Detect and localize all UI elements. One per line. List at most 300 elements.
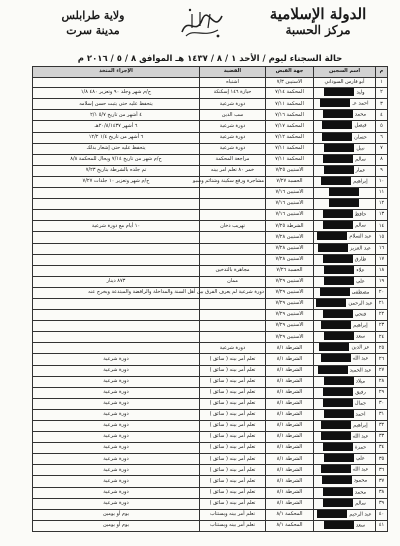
- document-title: حالة السجناء ليوم / الأحد ١ / ٨ / ١٤٣٧ هـ الموافق ٨ / ٥ / ٢٠١٦ م: [77, 54, 343, 64]
- arrest-source: الاستيبن ٧/٢٩: [266, 321, 314, 332]
- action-taken: [33, 321, 200, 332]
- case-description: مراجعة المحكمة: [200, 154, 266, 165]
- redaction-bar: [324, 144, 354, 152]
- arrest-source: الاستيبن ٧/١٦: [266, 199, 314, 210]
- action-taken: [33, 77, 200, 88]
- table-row: [33, 398, 388, 409]
- case-description: تعلم أمر بينه ( سائق ): [200, 409, 266, 420]
- table-row: [33, 287, 388, 298]
- action-taken: دورة شرعية: [33, 387, 200, 398]
- action-taken: دورة شرعية: [33, 476, 200, 487]
- arrest-source: الشرطة ٨/١: [266, 498, 314, 509]
- redaction-bar: [324, 266, 354, 274]
- prisoner-name: عبد الرحمن: [314, 298, 376, 309]
- arrest-source: الحسبة ٧/٢٧: [266, 176, 314, 187]
- prisoner-name: سعد: [314, 332, 376, 343]
- case-description: [200, 310, 266, 321]
- arrest-source: المحكمة ٧/١٢: [266, 132, 314, 143]
- case-description: [200, 188, 266, 199]
- prisoner-name: محمود: [314, 476, 376, 487]
- table-row: [33, 298, 388, 309]
- row-number: ٢١: [376, 298, 388, 309]
- redaction-bar: [323, 210, 353, 218]
- table-row: [33, 343, 388, 354]
- col-header-case: القضية: [200, 67, 266, 78]
- prisoner-name: سعد: [314, 520, 376, 531]
- case-description: [200, 243, 266, 254]
- row-number: ٣٦: [376, 465, 388, 476]
- action-taken: دورة شرعية: [33, 365, 200, 376]
- redaction-bar: [316, 299, 346, 307]
- arrest-source: الاستيبن ٧/٣: [266, 77, 314, 88]
- redaction-bar: [324, 166, 354, 174]
- row-number: ١: [376, 77, 388, 88]
- action-taken: دورة شرعية: [33, 421, 200, 432]
- action-taken: دورة شرعية: [33, 376, 200, 387]
- table-row: [33, 99, 388, 110]
- case-description: دورة شرعية: [200, 121, 266, 132]
- arrest-source: الشرطة ٨/١: [266, 443, 314, 454]
- case-description: حيازة ١٤٦ إسكنكة: [200, 88, 266, 99]
- arrest-source: الشرطة ٨/١: [266, 365, 314, 376]
- table-header-row: [33, 67, 388, 78]
- row-number: ٢٣: [376, 321, 388, 332]
- table-row: [33, 232, 388, 243]
- row-number: ٢٠: [376, 287, 388, 298]
- row-number: ٦: [376, 132, 388, 143]
- header-right: [258, 6, 378, 38]
- prisoner-name: محمد: [314, 487, 376, 498]
- table-row: [33, 354, 388, 365]
- table-row: [33, 376, 388, 387]
- table-row: [33, 176, 388, 187]
- arrest-source: الاستيبن ٧/٢٩: [266, 332, 314, 343]
- redaction-bar: [329, 199, 359, 207]
- row-number: ٩: [376, 165, 388, 176]
- table-row: [33, 332, 388, 343]
- action-taken: ح/م شهر من تاريخ ٧/١٤ ويحال للمحكمة ٨/٨: [33, 154, 200, 165]
- prisoner-name: [314, 199, 376, 210]
- city-name: مدينة سرت: [66, 24, 120, 37]
- prisoner-name: إبراهيم: [314, 421, 376, 432]
- action-taken: [33, 210, 200, 221]
- arrest-source: الاستيبن ٧/٢٩: [266, 287, 314, 298]
- center-name: مركز الحسبة: [285, 23, 351, 37]
- row-number: ٣٤: [376, 443, 388, 454]
- case-description: دورة شرعية: [200, 99, 266, 110]
- table-row: [33, 254, 388, 265]
- action-taken: ٦ أشهر ٢٠/٨/١٤٣٧هـ: [33, 121, 200, 132]
- row-number: ٧: [376, 143, 388, 154]
- prisoner-name: فتحي: [314, 310, 376, 321]
- table-row: [33, 365, 388, 376]
- case-description: تعلم أمر بينه ( سائق ): [200, 421, 266, 432]
- redaction-bar: [318, 366, 348, 374]
- case-description: تعلم أمر بينه ( سائق ): [200, 354, 266, 365]
- redaction-bar: [324, 410, 354, 418]
- prisoner-name: محمد: [314, 110, 376, 121]
- row-number: ٣٢: [376, 421, 388, 432]
- table-row: [33, 509, 388, 520]
- case-description: [200, 210, 266, 221]
- action-taken: ٨٧٣ دينار: [33, 276, 200, 287]
- prisoner-name: عبد الحميد: [314, 365, 376, 376]
- action-taken: يتحفظ عليه حتى يثبت حسن إسلامه: [33, 99, 200, 110]
- prisoner-name: حمزة: [314, 443, 376, 454]
- prisoner-name: عمار: [314, 165, 376, 176]
- prisoner-name: حافظ: [314, 210, 376, 221]
- prisoner-name: أبو فارس السوداني: [314, 77, 376, 88]
- case-description: تعلم أمر بينه ( سائق ): [200, 376, 266, 387]
- redaction-bar: [324, 377, 354, 385]
- table-row: [33, 165, 388, 176]
- arrest-source: الشرطة ٨/١: [266, 487, 314, 498]
- row-number: ٤: [376, 110, 388, 121]
- arrest-source: الشرطة ٧/٢٥: [266, 221, 314, 232]
- arrest-source: المحكمة ٨/١: [266, 509, 314, 520]
- col-header-action: الإجراء المتخذ: [33, 67, 200, 78]
- arrest-source: الشرطة ٨/١: [266, 432, 314, 443]
- arrest-source: الشرطة ٨/١: [266, 476, 314, 487]
- action-taken: دورة شرعية: [33, 432, 200, 443]
- redaction-bar: [317, 232, 347, 240]
- case-description: دورة شرعية: [200, 143, 266, 154]
- prisoner-name: احمد عـ: [314, 99, 376, 110]
- case-description: سب الدين: [200, 110, 266, 121]
- table-row: [33, 143, 388, 154]
- arrest-source: الشرطة ٨/١: [266, 409, 314, 420]
- arrest-source: الشرطة ٨/١: [266, 343, 314, 354]
- table-row: [33, 154, 388, 165]
- row-number: ١٥: [376, 232, 388, 243]
- case-description: مجاهرة بالتدخين: [200, 265, 266, 276]
- case-description: تعلم أمر بينه ( سائق ): [200, 398, 266, 409]
- arrest-source: الشرطة ٨/١: [266, 376, 314, 387]
- arrest-source: الاستيبن ٧/٢٩: [266, 310, 314, 321]
- action-taken: يوم أو يومين: [33, 520, 200, 531]
- action-taken: تم جلده بالشرطة بتاريخ ٧/٢٣: [33, 165, 200, 176]
- prisoner-name: جمال: [314, 398, 376, 409]
- case-description: تعلم أمر بينه ويستتاب: [200, 520, 266, 531]
- table-row: [33, 321, 388, 332]
- table-row: [33, 498, 388, 509]
- arrest-source: المحكمة ٧/١٦: [266, 110, 314, 121]
- case-description: دورة شرعية: [200, 132, 266, 143]
- row-number: ٢٧: [376, 365, 388, 376]
- arrest-source: الشرطة ٨/١: [266, 387, 314, 398]
- table-row: [33, 310, 388, 321]
- action-taken: دورة شرعية: [33, 454, 200, 465]
- row-number: ١١: [376, 188, 388, 199]
- table-row: [33, 132, 388, 143]
- case-description: [200, 298, 266, 309]
- prisoner-name: علي: [314, 276, 376, 287]
- row-number: ٤٠: [376, 509, 388, 520]
- prisoner-name: رفيق: [314, 387, 376, 398]
- prisoner-name: مصطفى: [314, 287, 376, 298]
- arrest-source: الاستيبن ٧/١٦: [266, 188, 314, 199]
- prisoner-name: علاء: [314, 265, 376, 276]
- case-description: اشتباه: [200, 77, 266, 88]
- table-row: [33, 121, 388, 132]
- action-taken: [33, 265, 200, 276]
- prisoner-name: نبيل: [314, 143, 376, 154]
- prisoner-name: إبراهيم: [314, 321, 376, 332]
- action-taken: [33, 298, 200, 309]
- arrest-source: الاستيبن ٧/١٦: [266, 210, 314, 221]
- table-row: [33, 443, 388, 454]
- row-number: ٢: [376, 88, 388, 99]
- redaction-bar: [320, 288, 350, 296]
- col-header-name: اسم السجين: [314, 67, 376, 78]
- redaction-bar: [322, 133, 352, 141]
- redaction-bar: [320, 99, 350, 107]
- prisoner-name: عبد الرحيم: [314, 509, 376, 520]
- prisoner-name: عبد الله: [314, 432, 376, 443]
- case-description: ممان: [200, 276, 266, 287]
- action-taken: ٦ أشهر من تاريخ ١/٤ ١٢/٢: [33, 132, 200, 143]
- arrest-source: الاستيبن ٧/٢٨: [266, 243, 314, 254]
- case-description: تهريب دخان: [200, 221, 266, 232]
- redaction-bar: [329, 188, 359, 196]
- prisoner-name: طارق: [314, 254, 376, 265]
- redaction-bar: [322, 476, 352, 484]
- row-number: ١٢: [376, 199, 388, 210]
- table-row: [33, 188, 388, 199]
- redaction-bar: [321, 321, 351, 329]
- redaction-bar: [321, 354, 351, 362]
- redaction-bar: [323, 221, 353, 229]
- redaction-bar: [317, 510, 347, 518]
- action-taken: [33, 232, 200, 243]
- col-header-source: جهة القبض: [266, 67, 314, 78]
- arrest-source: المحكمة ٧/١٧: [266, 121, 314, 132]
- table-row: [33, 487, 388, 498]
- redaction-bar: [323, 310, 353, 318]
- row-number: ٢٢: [376, 310, 388, 321]
- prisoner-name: احمد: [314, 409, 376, 420]
- row-number: ٢٦: [376, 354, 388, 365]
- case-description: تعلم أمر بينه ( سائق ): [200, 476, 266, 487]
- case-description: تعلم أمر بينه ( سائق ): [200, 432, 266, 443]
- action-taken: ح/م شهر وتعزير ١٠ جلدات ٧/٢٧: [33, 176, 200, 187]
- case-description: خمر ٨٠ تعلم امر بينه: [200, 165, 266, 176]
- arrest-source: الاستيبن ٧/٢٨: [266, 254, 314, 265]
- case-description: تعلم أمر بينه ويستتاب: [200, 509, 266, 520]
- prisoner-name: سالم: [314, 221, 376, 232]
- row-number: ٢٩: [376, 387, 388, 398]
- redaction-bar: [321, 432, 351, 440]
- action-taken: دورة شرعية: [33, 354, 200, 365]
- arrest-source: المحكمة ٨/١: [266, 520, 314, 531]
- table-row: [33, 465, 388, 476]
- table-row: [33, 88, 388, 99]
- row-number: ٣٣: [376, 432, 388, 443]
- table-row: [33, 476, 388, 487]
- action-taken: دورة شرعية: [33, 398, 200, 409]
- prisoner-name: سالم: [314, 498, 376, 509]
- arrest-source: المحكمة ٧/١١: [266, 143, 314, 154]
- prisoner-name: عبد الله: [314, 465, 376, 476]
- row-number: ١٨: [376, 265, 388, 276]
- redaction-bar: [324, 88, 354, 96]
- redaction-bar: [323, 488, 353, 496]
- case-description: تعلم أمر بينه ( سائق ): [200, 443, 266, 454]
- arrest-source: الشرطة ٨/١: [266, 398, 314, 409]
- action-taken: يوم أو يومين: [33, 509, 200, 520]
- prisoner-name: عز الدين: [314, 343, 376, 354]
- row-number: ٨: [376, 154, 388, 165]
- row-number: ١٧: [376, 254, 388, 265]
- row-number: ١٩: [376, 276, 388, 287]
- case-description: دورة شرعية لم يعرف الفرق بين أهل السنة والمداخلة والرافضة والمبتدعة ويخرج عنه: [200, 287, 266, 298]
- action-taken: ١٠ أيام مع دورة شرعية: [33, 221, 200, 232]
- row-number: ٢٨: [376, 376, 388, 387]
- redaction-bar: [323, 155, 353, 163]
- table-row: [33, 199, 388, 210]
- case-description: دورة شرعية: [200, 343, 266, 354]
- prisoner-name: إبراهيم: [314, 176, 376, 187]
- case-description: [200, 321, 266, 332]
- arrest-source: المحكمة ٧/١٤: [266, 88, 314, 99]
- table-row: [33, 520, 388, 531]
- table-row: [33, 454, 388, 465]
- prisoner-name: سالم: [314, 154, 376, 165]
- col-header-num: م: [376, 67, 388, 78]
- case-description: تعلم أمر بينه ( سائق ): [200, 498, 266, 509]
- redaction-bar: [321, 465, 351, 473]
- arrest-source: الشرطة ٨/١: [266, 454, 314, 465]
- row-number: ٢٤: [376, 332, 388, 343]
- table-row: [33, 387, 388, 398]
- action-taken: [33, 310, 200, 321]
- prisoner-name: [314, 188, 376, 199]
- row-number: ١٣: [376, 210, 388, 221]
- case-description: [200, 254, 266, 265]
- prisoner-name: فيصل: [314, 121, 376, 132]
- action-taken: [33, 343, 200, 354]
- row-number: ٣١: [376, 409, 388, 420]
- action-taken: [33, 243, 200, 254]
- prisoner-name: عبد الله: [314, 354, 376, 365]
- row-number: ٣٩: [376, 498, 388, 509]
- arrest-source: الاستيبن ٧/٢٩: [266, 276, 314, 287]
- row-number: ٤١: [376, 520, 388, 531]
- arrest-source: الشرطة ٨/١: [266, 354, 314, 365]
- arrest-source: الشرطة ٨/١: [266, 421, 314, 432]
- action-taken: ح/م شهر وجلد ٩٠ وتعزير ٤٨٠ ١/٨: [33, 88, 200, 99]
- table-row: [33, 221, 388, 232]
- action-taken: ٤ أشهر من تاريخ ٥/٧ ٢/١: [33, 110, 200, 121]
- row-number: ٣٨: [376, 487, 388, 498]
- redaction-bar: [323, 255, 353, 263]
- row-number: ٥: [376, 121, 388, 132]
- table-row: [33, 243, 388, 254]
- redaction-bar: [323, 399, 353, 407]
- row-number: ٣٥: [376, 454, 388, 465]
- table-row: [33, 421, 388, 432]
- table-row: [33, 210, 388, 221]
- row-number: ١٤: [376, 221, 388, 232]
- action-taken: [33, 199, 200, 210]
- row-number: ٣٠: [376, 398, 388, 409]
- row-number: ٣٧: [376, 476, 388, 487]
- action-taken: [33, 188, 200, 199]
- case-description: تعلم أمر بينه ( سائق ): [200, 365, 266, 376]
- arrest-source: الاستيبن ٧/٢٨: [266, 232, 314, 243]
- table-row: [33, 265, 388, 276]
- arrest-source: المحكمة ٧/١١: [266, 99, 314, 110]
- prisoner-name: عبد العزيز: [314, 243, 376, 254]
- redaction-bar: [322, 121, 352, 129]
- case-description: مشاجرة ورفع سكينة وشتائم وسبو: [200, 176, 266, 187]
- prisoner-name: ميلاد: [314, 376, 376, 387]
- header-left: [48, 8, 138, 38]
- row-number: ٣: [376, 99, 388, 110]
- arrest-source: الاستيبن ٧/٢٩: [266, 298, 314, 309]
- state-name: الدولة الإسلامية: [269, 5, 367, 23]
- case-description: تعلم أمر بينه ( سائق ): [200, 487, 266, 498]
- redaction-bar: [323, 443, 353, 451]
- row-number: ١٦: [376, 243, 388, 254]
- redaction-bar: [324, 521, 354, 529]
- arrest-source: المحكمة ٧/١١: [266, 154, 314, 165]
- case-description: تعلم أمر بينه ( سائق ): [200, 387, 266, 398]
- action-taken: يتحفظ عليه حتى إشعار بذلك: [33, 143, 200, 154]
- action-taken: [33, 254, 200, 265]
- redaction-bar: [318, 244, 348, 252]
- prisoner-name: حسان: [314, 132, 376, 143]
- table-row: [33, 276, 388, 287]
- redaction-bar: [323, 388, 353, 396]
- table-row: [33, 77, 388, 88]
- redaction-bar: [321, 177, 351, 185]
- row-number: ١٠: [376, 176, 388, 187]
- table-row: [33, 409, 388, 420]
- redaction-bar: [323, 110, 353, 118]
- redaction-bar: [324, 332, 354, 340]
- action-taken: [33, 332, 200, 343]
- case-description: تعلم أمر بينه ( سائق ): [200, 465, 266, 476]
- table-row: [33, 432, 388, 443]
- case-description: [200, 332, 266, 343]
- case-description: [200, 232, 266, 243]
- action-taken: دورة شرعية: [33, 443, 200, 454]
- redaction-bar: [321, 421, 351, 429]
- redaction-bar: [319, 343, 349, 351]
- action-taken: دورة شرعية: [33, 487, 200, 498]
- action-taken: دورة شرعية: [33, 409, 200, 420]
- case-description: [200, 199, 266, 210]
- prisoner-name: علي: [314, 454, 376, 465]
- prisoners-table: [32, 66, 388, 532]
- redaction-bar: [323, 499, 353, 507]
- action-taken: دورة شرعية: [33, 465, 200, 476]
- redaction-bar: [324, 277, 354, 285]
- province-name: ولاية طرابلس: [61, 9, 125, 22]
- table-body: [33, 77, 388, 531]
- redaction-bar: [324, 454, 354, 462]
- seal-calligraphy-icon: [178, 6, 230, 42]
- prisoner-name: وليد: [314, 88, 376, 99]
- table-row: [33, 110, 388, 121]
- arrest-source: الشرطة ٨/١: [266, 465, 314, 476]
- arrest-source: الحسبة ٧/٢٦: [266, 265, 314, 276]
- row-number: ٢٥: [376, 343, 388, 354]
- action-taken: دورة شرعية: [33, 498, 200, 509]
- prisoner-name: عبد السلام: [314, 232, 376, 243]
- case-description: تعلم أمر بينه ( سائق ): [200, 454, 266, 465]
